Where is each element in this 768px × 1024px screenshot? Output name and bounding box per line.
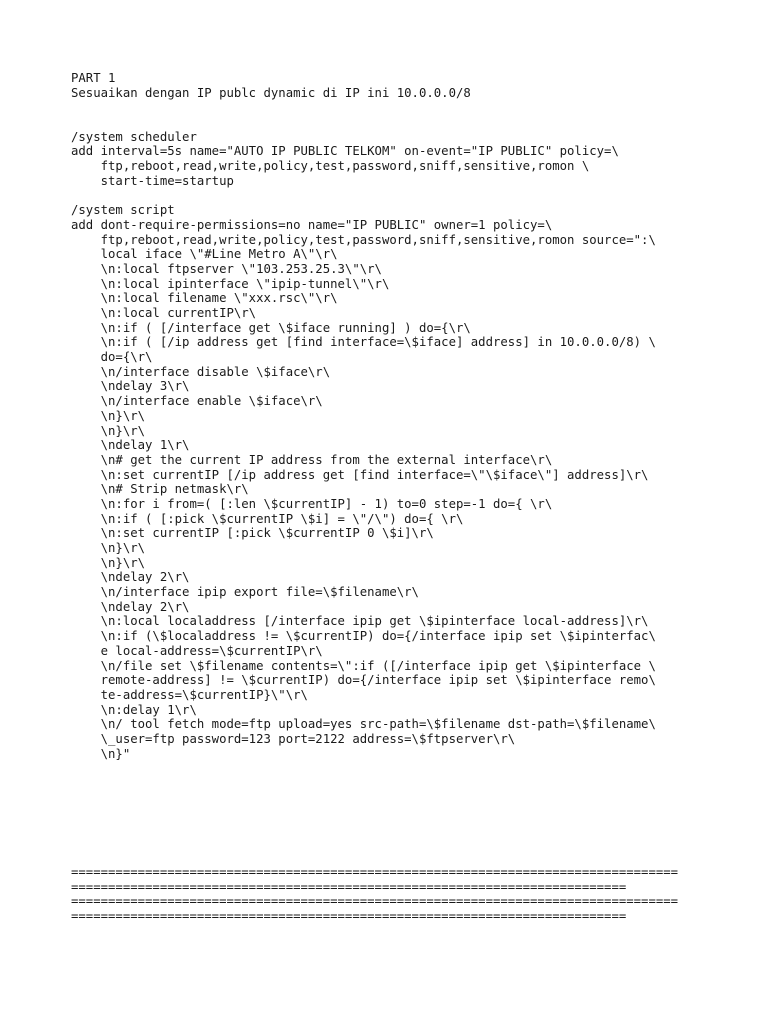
scheduler-block xyxy=(71,130,731,189)
code-line: \n}\r\ xyxy=(71,541,146,555)
code-line: e local-address=\$currentIP\r\ xyxy=(71,643,323,658)
part-heading: PART 1 xyxy=(71,71,116,85)
separator-block xyxy=(71,865,711,924)
separator-line: =========================================================================== xyxy=(71,879,627,894)
code-line: \n:local ftpserver \"103.253.25.3\"\r\ xyxy=(71,261,382,276)
code-line: \n/file set \$filename contents=\":if ([/interface ipip get \$ipinterface \ xyxy=(71,658,656,673)
code-line: \n:if ( [/ip address get [find interface=\$iface] address] in 10.0.0.0/8) \ xyxy=(71,335,656,350)
code-line: \n# Strip netmask\r\ xyxy=(71,482,249,497)
code-line: \n:if (\$localaddress != \$currentIP) do={/interface ipip set \$ipinterfac\ xyxy=(71,629,656,644)
code-line: add interval=5s name="AUTO IP PUBLIC TELKOM" on-event="IP PUBLIC" policy=\ xyxy=(71,144,619,159)
code-line: do={\r\ xyxy=(71,350,153,365)
code-line: \n/interface ipip export file=\$filename\r\ xyxy=(71,585,419,600)
code-line: \ndelay 2\r\ xyxy=(71,570,190,585)
code-line: \_user=ftp password=123 port=2122 address=\$ftpserver\r\ xyxy=(71,731,516,746)
code-line: \n:local filename \"xxx.rsc\"\r\ xyxy=(71,291,338,306)
code-line: te-address=\$currentIP}\"\r\ xyxy=(71,687,308,702)
code-line: local iface \"#Line Metro A\"\r\ xyxy=(71,247,338,262)
code-line: \n:set currentIP [:pick \$currentIP 0 \$i]\r\ xyxy=(71,526,434,541)
code-line: ftp,reboot,read,write,policy,test,password,sniff,sensitive,romon source=":\ xyxy=(71,232,656,247)
code-line: \n:if ( [/interface get \$iface running] ) do={\r\ xyxy=(71,320,471,335)
separator-line: ================================================================================== xyxy=(71,894,679,909)
code-line: \n:local currentIP\r\ xyxy=(71,306,257,320)
code-line: start-time=startup xyxy=(71,173,234,188)
code-line: \n:delay 1\r\ xyxy=(71,702,197,717)
code-line: remote-address] != \$currentIP) do={/interface ipip set \$ipinterface remo\ xyxy=(71,673,656,688)
code-line: \n}" xyxy=(71,746,131,761)
ip-note: Sesuaikan dengan IP publc dynamic di IP ini 10.0.0.0/8 xyxy=(71,85,471,100)
code-line: \n/interface enable \$iface\r\ xyxy=(71,394,323,409)
code-line: \n:set currentIP [/ip address get [find interface=\"\$iface\"] address]\r\ xyxy=(71,467,649,482)
code-line: \n:local ipinterface \"ipip-tunnel\"\r\ xyxy=(71,276,390,291)
code-line: \n}\r\ xyxy=(71,555,146,570)
code-line: \n# get the current IP address from the external interface\r\ xyxy=(71,452,553,467)
code-line: \n:local localaddress [/interface ipip get \$ipinterface local-address]\r\ xyxy=(71,614,649,629)
code-line: \n}\r\ xyxy=(71,423,146,438)
code-line: ftp,reboot,read,write,policy,test,password,sniff,sensitive,romon \ xyxy=(71,159,590,174)
code-line: \ndelay 1\r\ xyxy=(71,438,190,453)
code-line: \n}\r\ xyxy=(71,408,146,423)
code-line: add dont-require-permissions=no name="IP PUBLIC" owner=1 policy=\ xyxy=(71,217,553,232)
code-line: \n/interface disable \$iface\r\ xyxy=(71,364,331,379)
code-line: \n:if ( [:pick \$currentIP \$i] = \"/\") do={ \r\ xyxy=(71,511,464,526)
separator-line: =========================================================================== xyxy=(71,909,627,924)
code-line: \ndelay 2\r\ xyxy=(71,599,190,614)
code-line: /system script xyxy=(71,203,175,218)
separator-line: ================================================================================== xyxy=(71,865,679,879)
document-page xyxy=(71,71,731,761)
code-line: \ndelay 3\r\ xyxy=(71,379,190,394)
code-line: /system scheduler xyxy=(71,129,197,144)
code-line: \n/ tool fetch mode=ftp upload=yes src-path=\$filename dst-path=\$filename\ xyxy=(71,717,656,732)
script-block xyxy=(71,203,731,761)
code-line: \n:for i from=( [:len \$currentIP] - 1) to=0 step=-1 do={ \r\ xyxy=(71,496,553,511)
